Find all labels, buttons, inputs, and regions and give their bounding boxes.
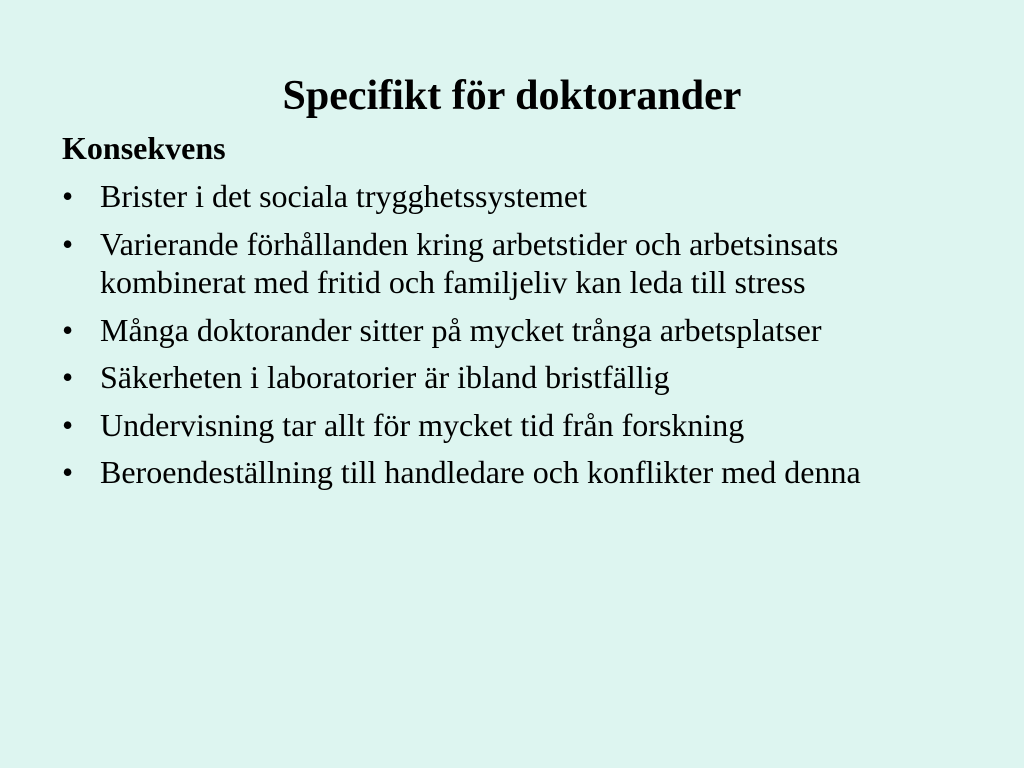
bullet-text: Brister i det sociala trygghetssystemet <box>100 178 587 214</box>
section-heading: Konsekvens <box>62 130 226 166</box>
bullet-marker-icon: • <box>62 178 74 214</box>
bullet-text: Beroendeställning till handledare och konflikter med denna <box>100 454 861 490</box>
bullet-item <box>62 406 962 445</box>
bullet-text: Många doktorander sitter på mycket trånga arbetsplatser <box>100 311 822 348</box>
bullet-item <box>62 358 962 397</box>
bullet-text: Undervisning tar allt för mycket tid från forskning <box>100 406 745 443</box>
bullet-marker-icon: • <box>62 359 74 395</box>
bullet-item <box>62 177 962 216</box>
slide-title: Specifikt för doktorander <box>282 73 742 119</box>
bullet-item <box>62 311 962 350</box>
bullet-marker-icon: • <box>62 225 74 262</box>
bullet-text: Varierande förhållanden kring arbetstider och arbetsinsats kombinerat med fritid och familjeliv kan leda till stress <box>100 225 839 300</box>
bullet-list <box>62 177 962 501</box>
bullet-marker-icon: • <box>62 454 74 490</box>
bullet-marker-icon: • <box>62 406 74 443</box>
bullet-item <box>62 453 962 492</box>
bullet-text: Säkerheten i laboratorier är ibland bristfällig <box>100 359 670 395</box>
bullet-marker-icon: • <box>62 311 74 348</box>
bullet-item <box>62 225 962 302</box>
